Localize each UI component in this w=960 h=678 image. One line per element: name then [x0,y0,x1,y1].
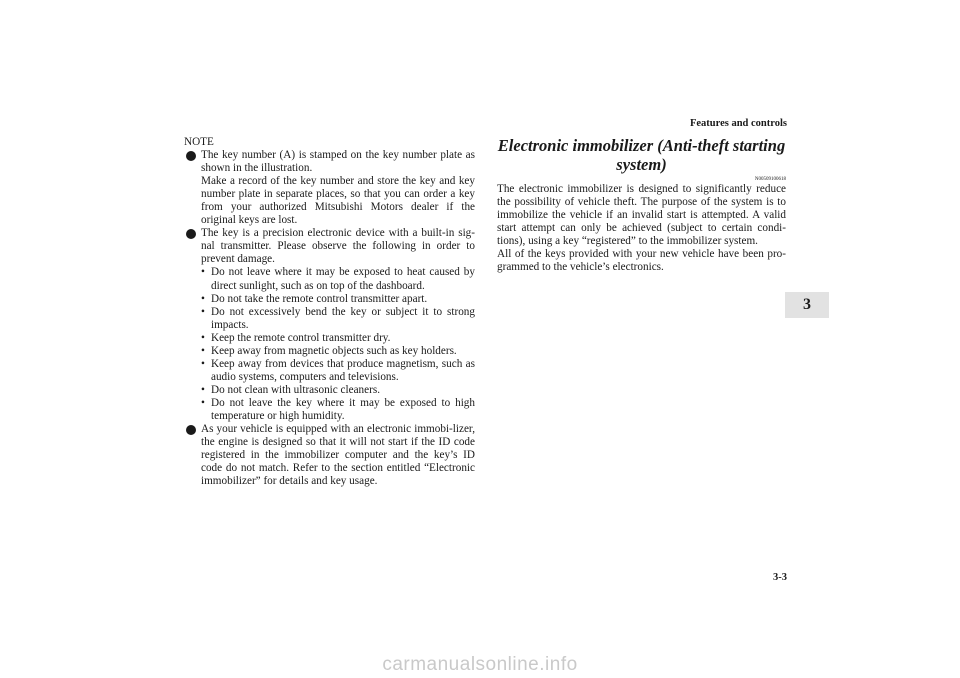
section-code: N00509100618 [754,177,786,182]
section-paragraph: All of the keys provided with your new vehicle have been pro-grammed to the vehicle’s electronics. [497,248,786,274]
bullet-dot-icon [186,425,196,435]
note-bullet-text: The key number (A) is stamped on the key number plate as shown in the illustration. [201,149,475,175]
immobilizer-section [497,136,786,274]
chapter-tab [785,292,829,318]
note-bullet-text: Make a record of the key number and store the key and key number plate in separate places, so that you can order a key from your authorized Mitsubishi Motors dealer if the original keys are lost. [201,175,475,227]
precaution-item: • Do not leave where it may be exposed to heat caused by direct sunlight, such as on top of the dashboard. [201,266,475,292]
precaution-item: • Do not leave the key where it may be exposed to high temperature or high humidity. [201,396,475,422]
precaution-item: • Do not excessively bend the key or subject it to strong impacts. [201,305,475,331]
section-paragraph: The electronic immobilizer is designed to significantly reduce the possibility of vehicle theft. The purpose of the system is to immobilize the vehicle if an invalid start is attempted. A valid start attempt can only be achieved (subject to certain condi-tions), using a key “registered” to the immobilizer system. [497,183,786,248]
precaution-item: • Do not clean with ultrasonic cleaners. [201,383,380,396]
bullet-dot-icon [186,151,196,161]
precaution-item: • Keep away from devices that produce magnetism, such as audio systems, computers and televisions. [201,357,475,383]
precaution-item: • Keep away from magnetic objects such as key holders. [201,344,457,357]
watermark: carmanualsonline.info [382,654,578,675]
page-number: 3-3 [773,572,787,583]
note-column [184,136,475,488]
running-header: Features and controls [689,118,787,129]
precaution-item: • Do not take the remote control transmitter apart. [201,292,428,305]
note-bullet-text: As your vehicle is equipped with an electronic immobi-lizer, the engine is designed so that it will not start if the ID code registered in the immobilizer computer and the key’s ID code do not match. Refer to the section entitled “Electronic immobilizer” for details and key usage. [201,423,475,488]
precaution-item: • Keep the remote control transmitter dry. [201,331,391,344]
chapter-number: 3 [803,296,811,313]
note-label: NOTE [184,136,214,148]
note-bullet-immobilizer [184,423,475,488]
section-title: Electronic immobilizer (Anti-theft starting system) [497,136,786,174]
bullet-dot-icon [186,229,196,239]
note-bullet-text: The key is a precision electronic device with a built-in sig-nal transmitter. Please observe the following in order to prevent damage. [201,227,475,266]
note-bullet-key-number [184,149,475,227]
note-bullet-precautions [184,227,475,423]
